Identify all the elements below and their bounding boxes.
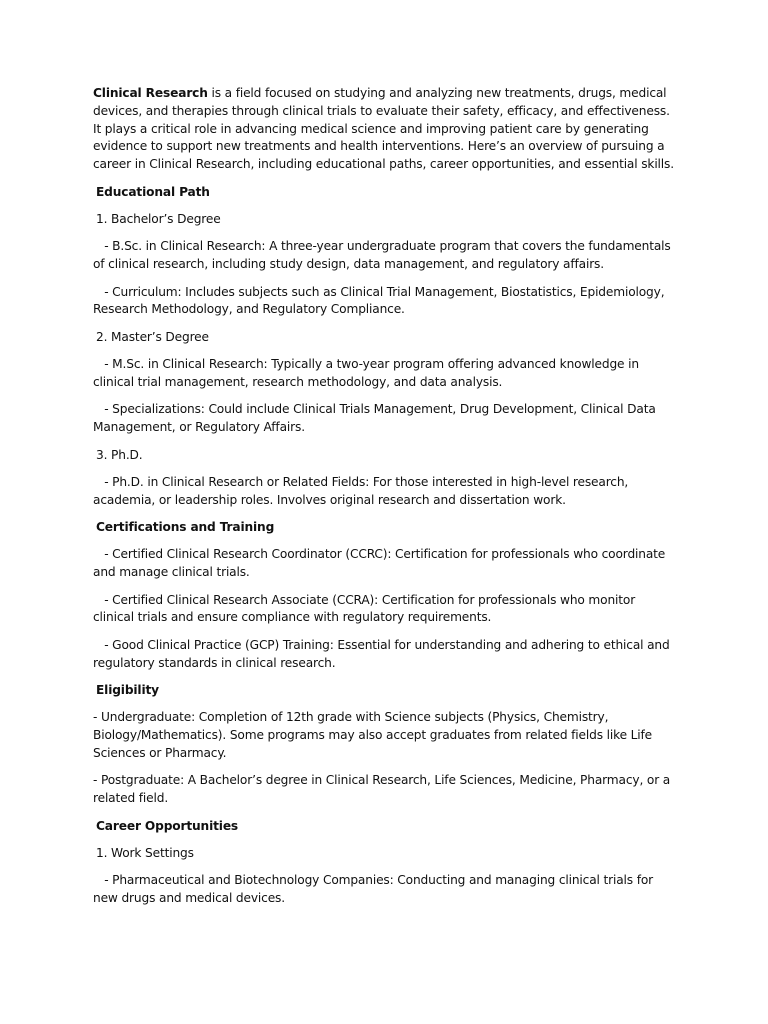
heading-eligibility: Eligibility	[96, 683, 159, 698]
masters-specializations-text: - Specializations: Could include Clinical Trials Management, Drug Development, Clinical Data Management, or Regulatory Affairs.	[93, 402, 660, 435]
bachelors-curriculum-text: - Curriculum: Includes subjects such as Clinical Trial Management, Biostatistics, Epidemiology, Research Methodology, and Regulatory Compliance.	[93, 284, 669, 317]
intro-term: Clinical Research	[93, 86, 208, 100]
item-work-settings: 1. Work Settings	[96, 845, 194, 860]
heading-career-opportunities: Career Opportunities	[96, 818, 239, 833]
work-settings-pharma-text: - Pharmaceutical and Biotechnology Companies: Conducting and managing clinical trials for new drugs and medical devices.	[93, 873, 657, 906]
heading-educational-path: Educational Path	[96, 184, 210, 199]
cert-ccra-text: - Certified Clinical Research Associate (CCRA): Certification for professionals who monitor clinical trials and ensure compliance with regulatory requirements.	[93, 592, 639, 625]
item-masters-degree: 2. Master’s Degree	[96, 329, 209, 344]
masters-msc-text: - M.Sc. in Clinical Research: Typically a two-year program offering advanced knowledge in clinical trial management, research methodology, and data analysis.	[93, 357, 643, 389]
eligibility-postgraduate-text: - Postgraduate: A Bachelor’s degree in Clinical Research, Life Sciences, Medicine, Pharmacy, or a related field.	[93, 773, 671, 806]
eligibility-undergraduate-text: - Undergraduate: Completion of 12th grade with Science subjects (Physics, Chemistry, Biology/Mathematics). Some programs may also accept graduates from related fields like Life Sciences or Pharmacy.	[93, 710, 653, 761]
intro-text: is a field focused on studying and analyzing new treatments, drugs, medical devices, and therapies through clinical trials to evaluate their safety, efficacy, and effectiveness. It plays a critical role in advancing medical science and improving patient care by generating evidence to support new treatments and health interventions. Here’s an overview of pursuing a career in Clinical Research, including educational paths, career opportunities, and essential skills.	[93, 86, 674, 172]
document-page	[93, 85, 675, 918]
intro-paragraph	[93, 85, 675, 174]
heading-certifications: Certifications and Training	[96, 520, 275, 535]
cert-gcp-text: - Good Clinical Practice (GCP) Training: Essential for understanding and adhering to ethical and regulatory standards in clinical research.	[93, 637, 674, 670]
bachelors-bsc-text: - B.Sc. in Clinical Research: A three-year undergraduate program that covers the fundamentals of clinical research, including study design, data management, and regulatory affairs.	[93, 239, 675, 272]
cert-ccrc-text: - Certified Clinical Research Coordinator (CCRC): Certification for professionals who coordinate and manage clinical trials.	[93, 547, 669, 580]
item-phd: 3. Ph.D.	[96, 447, 143, 462]
phd-text: - Ph.D. in Clinical Research or Related Fields: For those interested in high-level research, academia, or leadership roles. Involves original research and dissertation work.	[93, 474, 632, 507]
item-bachelors-degree: 1. Bachelor’s Degree	[96, 211, 221, 226]
